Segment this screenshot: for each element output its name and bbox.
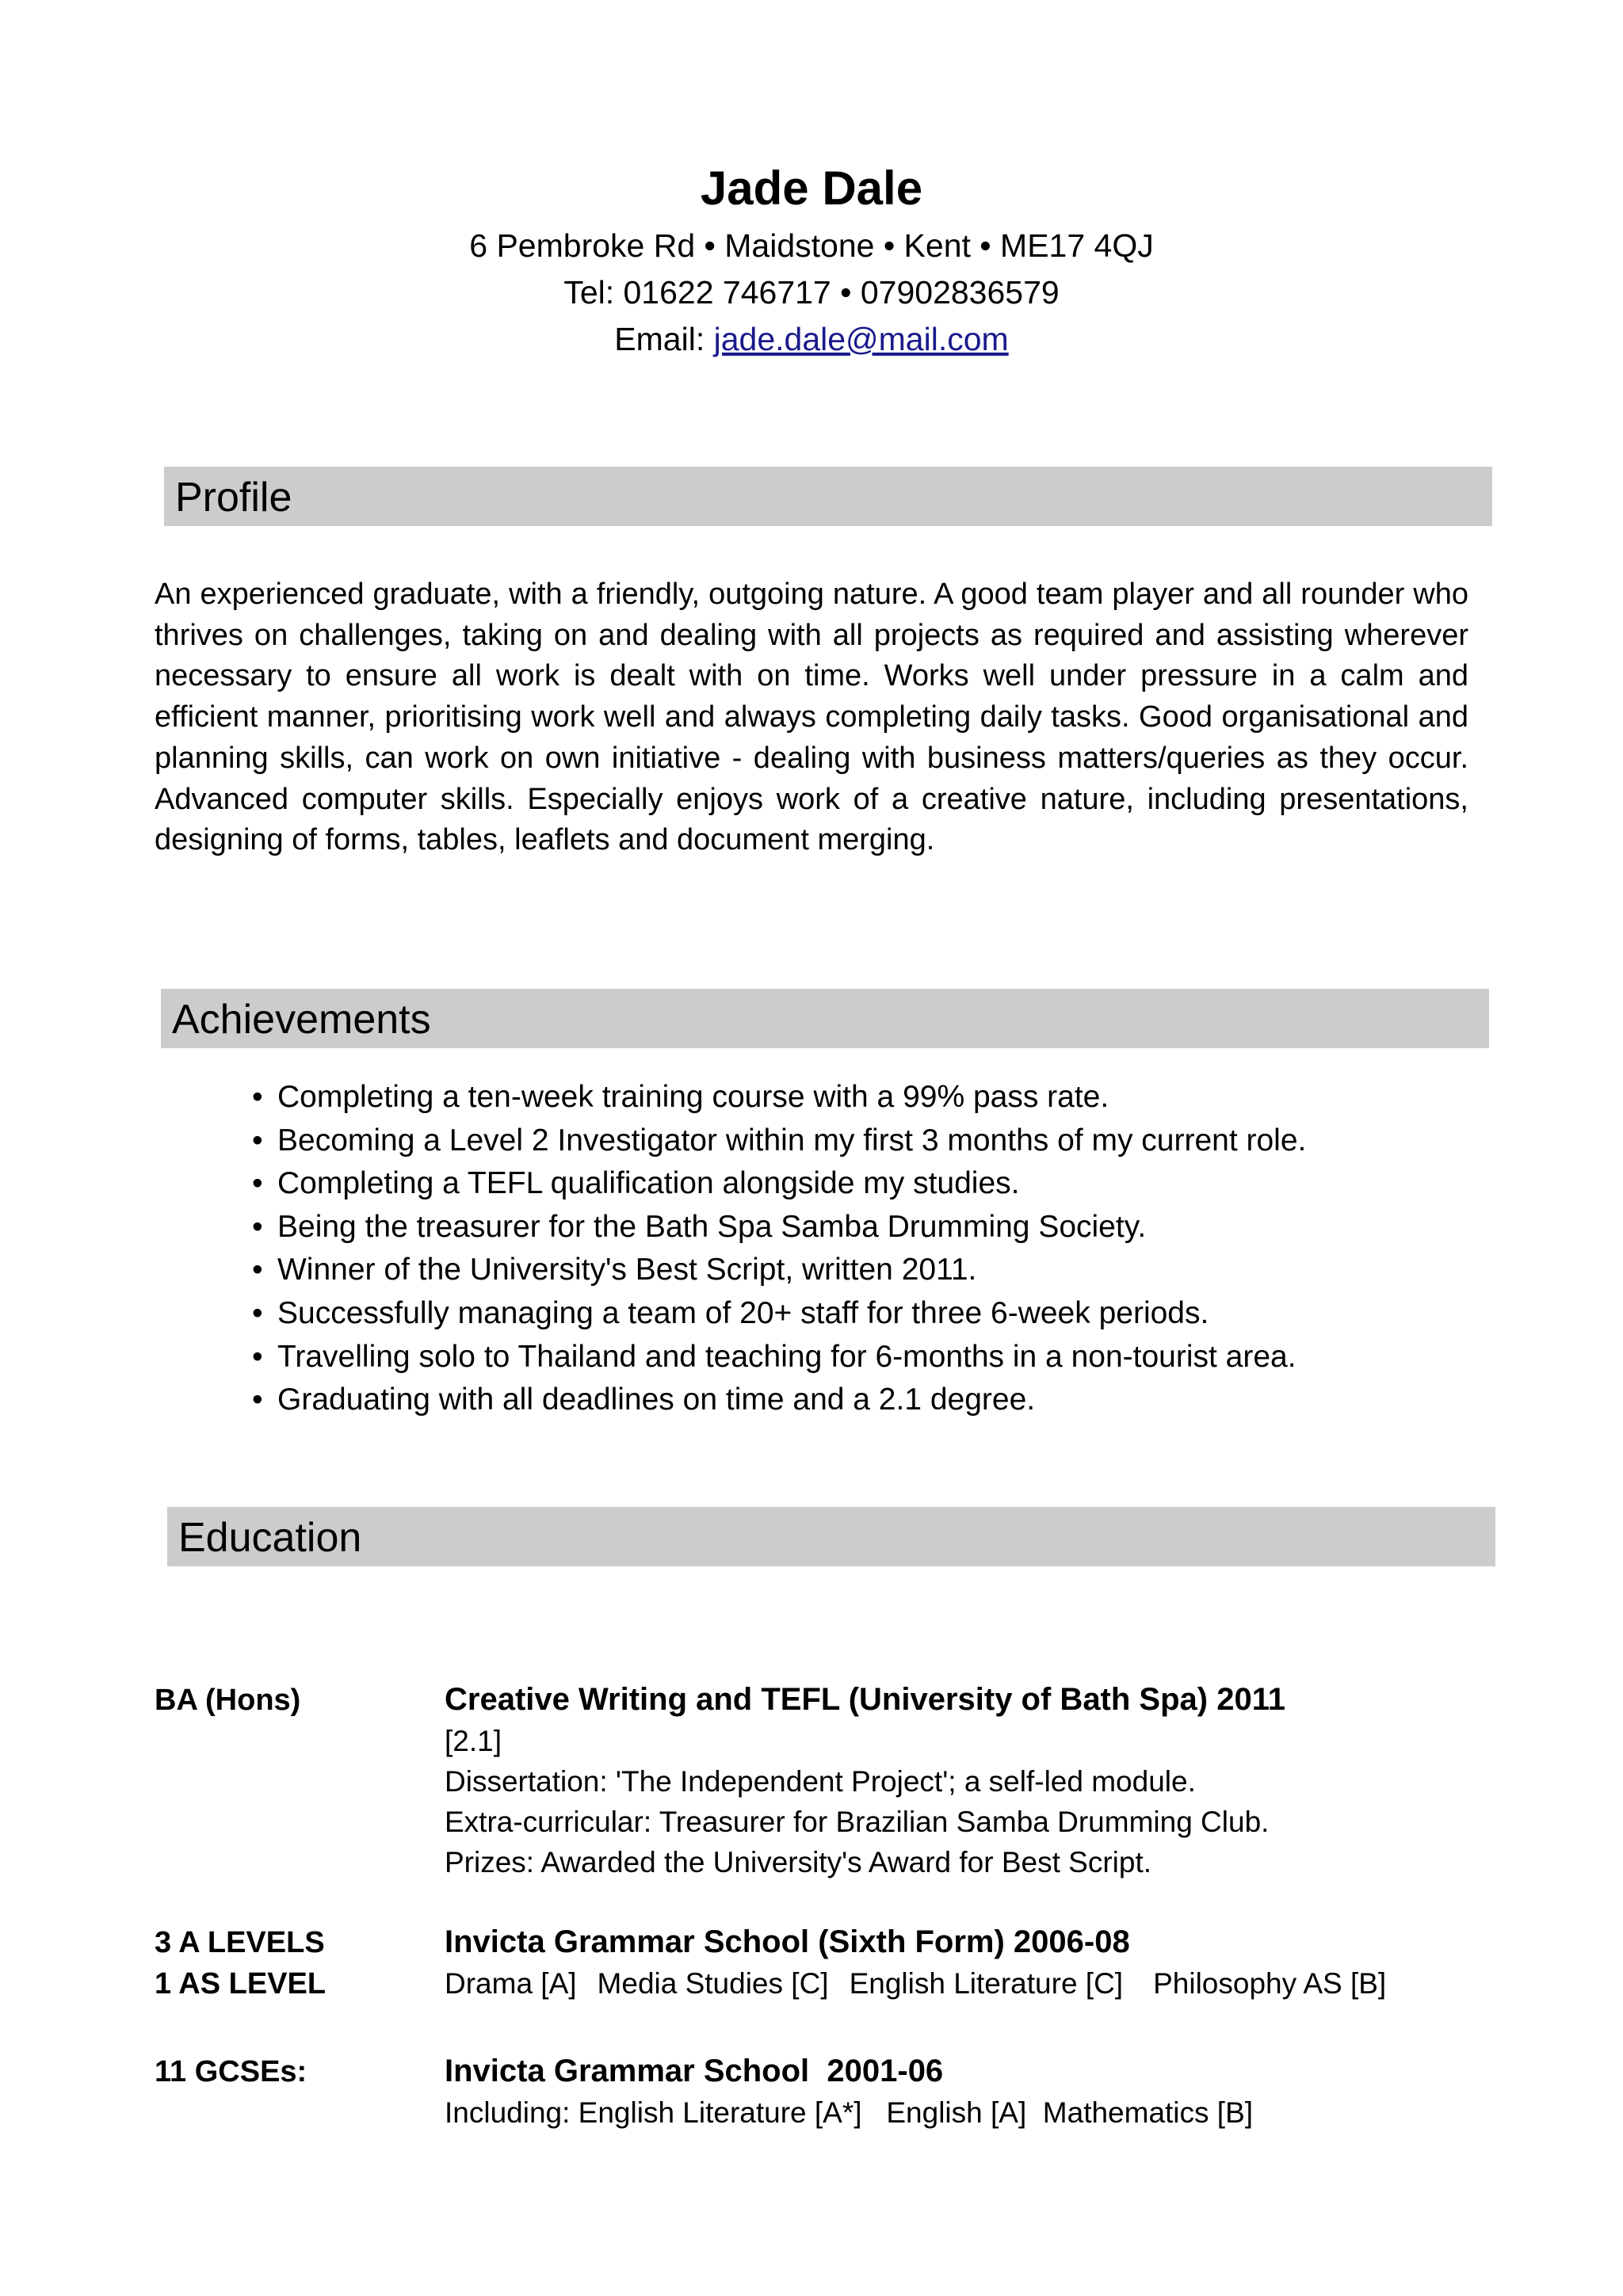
- list-item: [252, 1119, 1306, 1163]
- list-item: [252, 1379, 1306, 1422]
- bullet-icon: •: [252, 1253, 263, 1287]
- achievement-text: Winner of the University's Best Script, written 2011.: [277, 1253, 977, 1287]
- bullet-icon: •: [252, 1295, 263, 1330]
- degree-title: Creative Writing and TEFL (University of Bath Spa) 2011: [445, 1682, 1285, 1717]
- bullet-icon: •: [252, 1209, 263, 1244]
- achievement-text: Being the treasurer for the Bath Spa Samba Drumming Society.: [277, 1209, 1147, 1244]
- email-link[interactable]: jade.dale@mail.com: [713, 321, 1009, 357]
- candidate-name: Jade Dale: [700, 162, 923, 215]
- achievements-list: [252, 1076, 1306, 1422]
- alevels-count: 3 A LEVELS: [155, 1926, 325, 1959]
- bullet-icon: •: [252, 1339, 263, 1374]
- bullet-icon: •: [252, 1383, 263, 1417]
- achievement-text: Travelling solo to Thailand and teaching for 6-months in a non-tourist area.: [277, 1339, 1296, 1374]
- list-item: [252, 1336, 1306, 1379]
- bullet-icon: •: [252, 1080, 263, 1114]
- achievement-text: Graduating with all deadlines on time and a 2.1 degree.: [277, 1383, 1036, 1417]
- gcse-title: Invicta Grammar School 2001-06: [445, 2054, 944, 2088]
- alevels-label: [155, 1922, 326, 2004]
- degree-dissertation: Dissertation: 'The Independent Project'; a self-led module.: [445, 1765, 1196, 1798]
- achievement-text: Successfully managing a team of 20+ staff for three 6-week periods.: [277, 1295, 1209, 1330]
- achievement-text: Becoming a Level 2 Investigator within my first 3 months of my current role.: [277, 1123, 1307, 1158]
- subject-item: Media Studies [C]: [597, 1967, 829, 2000]
- subject-item: Philosophy AS [B]: [1153, 1967, 1387, 2000]
- email-label: Email:: [614, 321, 714, 357]
- gcse-including: Including: English Literature [A*] English [A] Mathematics [B]: [445, 2096, 1254, 2129]
- achievement-text: Completing a TEFL qualification alongside my studies.: [277, 1166, 1020, 1201]
- subject-item: Drama [A]: [445, 1967, 577, 2000]
- alevels-subjects: [445, 1963, 1407, 2004]
- cv-header: [0, 154, 1623, 363]
- profile-paragraph: An experienced graduate, with a friendly, outgoing nature. A good team player and all rounder who thrives on challenges, taking on and dealing with all projects as required and assisting wherever necessary to ensure all work is dealt with on time. Works well under pressure in a calm and efficient manner, prioritising work well and always completing daily tasks. Good organisational and planning skills, can work on own initiative - dealing with business matters/queries as they occur. Advanced computer skills. Especially enjoys work of a creative nature, including presentations, designing of forms, tables, leaflets and document merging.: [155, 578, 1468, 857]
- list-item: [252, 1076, 1306, 1119]
- gcse-label: 11 GCSEs:: [155, 2055, 307, 2088]
- section-heading-profile: Profile: [164, 467, 1492, 526]
- subject-item: English Literature [C]: [849, 1967, 1124, 2000]
- degree-block: [445, 1678, 1285, 1882]
- bullet-icon: •: [252, 1166, 263, 1201]
- degree-extracurricular: Extra-curricular: Treasurer for Brazilian Samba Drumming Club.: [445, 1806, 1270, 1838]
- alevels-title: Invicta Grammar School (Sixth Form) 2006-08: [445, 1924, 1130, 1959]
- email-line: [0, 316, 1623, 363]
- bullet-icon: •: [252, 1123, 263, 1158]
- degree-grade: [2.1]: [445, 1725, 502, 1757]
- degree-label: BA (Hons): [155, 1684, 301, 1717]
- gcse-block: [445, 2050, 1253, 2133]
- section-heading-achievements: Achievements: [161, 989, 1489, 1048]
- section-heading-education: Education: [167, 1507, 1495, 1566]
- aslevel-count: 1 AS LEVEL: [155, 1967, 327, 2000]
- achievement-text: Completing a ten-week training course with a 99% pass rate.: [277, 1080, 1109, 1114]
- alevels-block: [445, 1920, 1407, 2004]
- address-line: 6 Pembroke Rd • Maidstone • Kent • ME17 4QJ: [469, 227, 1154, 264]
- list-item: [252, 1249, 1306, 1292]
- list-item: [252, 1292, 1306, 1336]
- list-item: [252, 1206, 1306, 1249]
- telephone-line: Tel: 01622 746717 • 07902836579: [563, 274, 1060, 311]
- degree-prizes: Prizes: Awarded the University's Award for Best Script.: [445, 1846, 1152, 1878]
- list-item: [252, 1162, 1306, 1206]
